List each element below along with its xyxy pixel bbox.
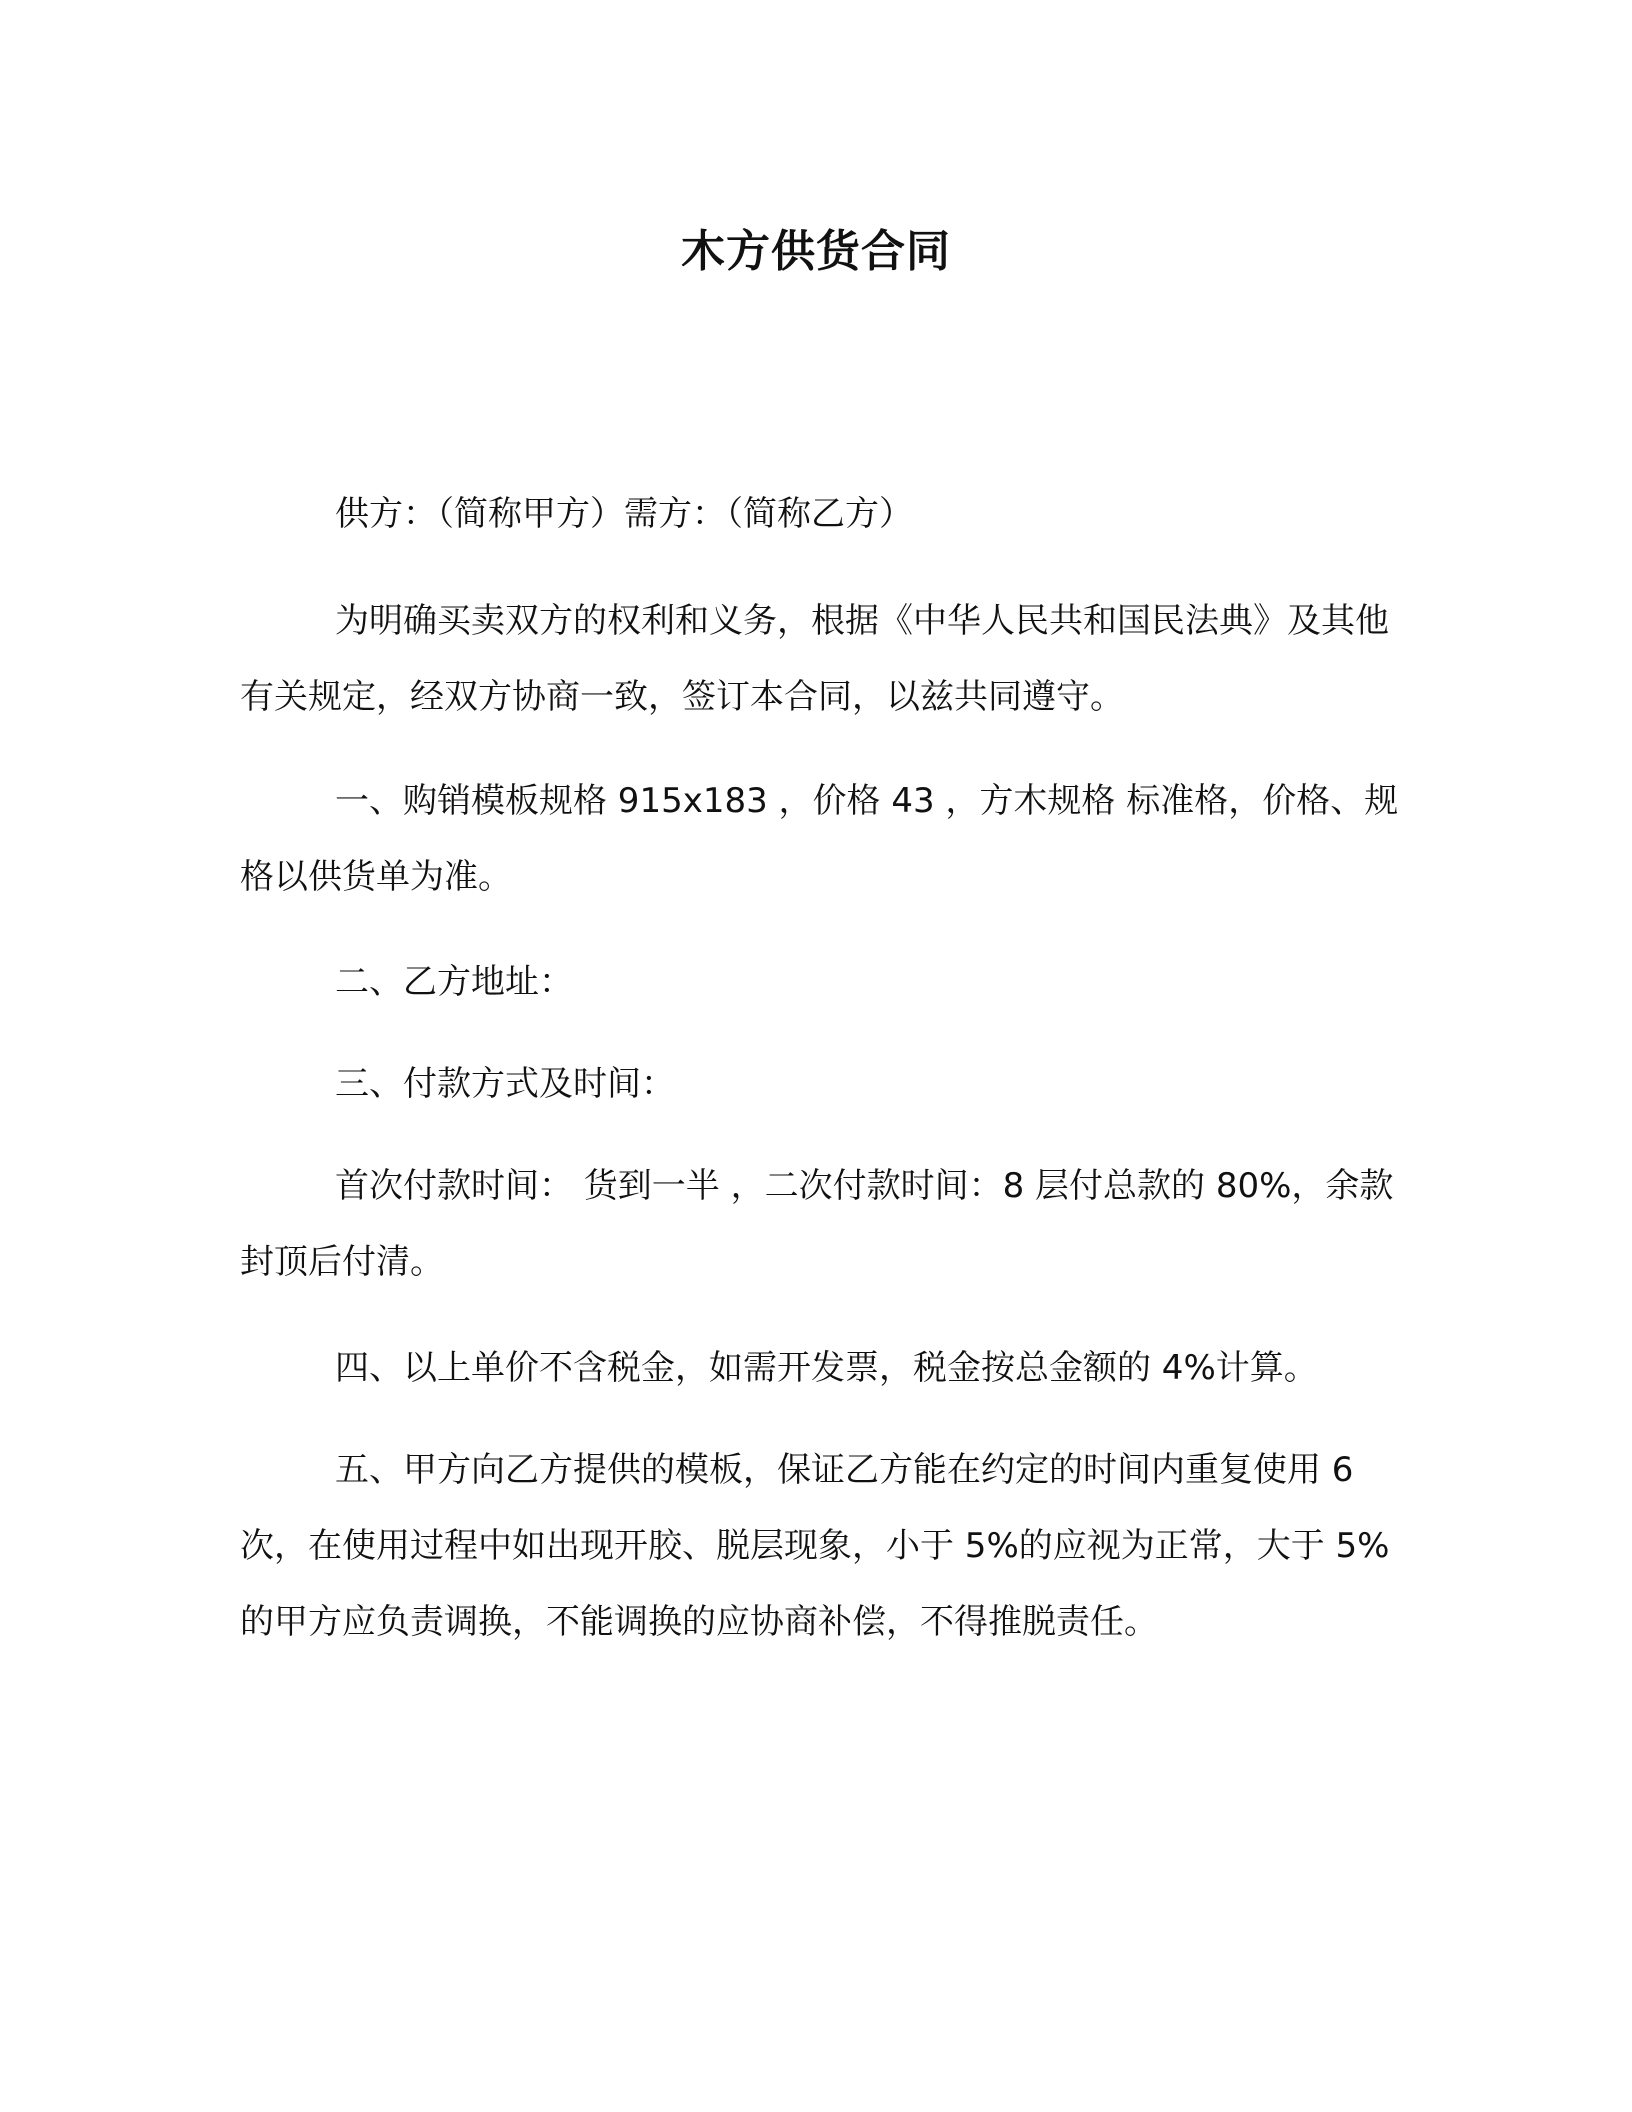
parties-paragraph: 供方：（简称甲方）需方：（简称乙方） xyxy=(335,494,913,534)
clause-1-paragraph: 一、购销模板规格 915x183 ，价格 43 ，方木规格 标准格，价格、规格以供货单为准。 xyxy=(240,781,1399,897)
clause-5-paragraph: 五、甲方向乙方提供的模板，保证乙方能在约定的时间内重复使用 6 次，在使用过程中如出现开胶、脱层现象，小于 5%的应视为正常，大于 5%的甲方应负责调换，不能调换的应协商补偿，不得推脱责任。 xyxy=(240,1450,1390,1642)
clause-2-paragraph: 二、乙方地址： xyxy=(335,962,573,1002)
clause-4-paragraph: 四、以上单价不含税金，如需开发票，税金按总金额的 4%计算。 xyxy=(335,1348,1318,1388)
preamble-paragraph: 为明确买卖双方的权利和义务，根据《中华人民共和国民法典》及其他有关规定，经双方协商一致，签订本合同，以兹共同遵守。 xyxy=(240,601,1389,717)
clause-3-paragraph: 三、付款方式及时间： xyxy=(335,1064,675,1104)
payment-schedule-paragraph: 首次付款时间： 货到一半 ，二次付款时间：8 层付总款的 80%，余款封顶后付清。 xyxy=(240,1166,1394,1282)
document-title: 木方供货合同 xyxy=(681,226,951,277)
